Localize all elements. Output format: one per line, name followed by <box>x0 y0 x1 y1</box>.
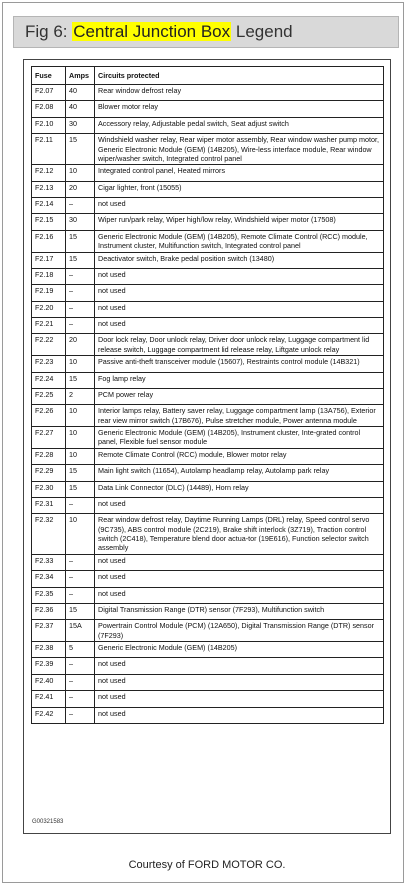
circuits-cell: Wiper run/park relay, Wiper high/low relay, Windshield wiper motor (17508) <box>95 214 384 230</box>
amps-cell: 40 <box>66 85 95 101</box>
circuits-cell: Digital Transmission Range (DTR) sensor (7F293), Multifunction switch <box>95 603 384 619</box>
fuse-cell: F2.15 <box>32 214 66 230</box>
circuits-cell: Generic Electronic Module (GEM) (14B205), Remote Climate Control (RCC) module, Instrument cluster, Multifunction switch, Integrated control panel <box>95 230 384 252</box>
amps-cell: 15 <box>66 230 95 252</box>
circuits-cell: not used <box>95 301 384 317</box>
amps-cell: 20 <box>66 181 95 197</box>
table-row <box>32 230 384 252</box>
table-row <box>32 181 384 197</box>
amps-cell: 15 <box>66 372 95 388</box>
amps-cell: 15 <box>66 134 95 165</box>
circuits-cell: Rear window defrost relay <box>95 85 384 101</box>
circuits-cell: not used <box>95 674 384 690</box>
table-row <box>32 372 384 388</box>
circuits-cell: not used <box>95 198 384 214</box>
table-row <box>32 85 384 101</box>
table-row <box>32 405 384 427</box>
table-row <box>32 658 384 674</box>
circuits-cell: Data Link Connector (DLC) (14489), Horn relay <box>95 481 384 497</box>
fuse-cell: F2.22 <box>32 334 66 356</box>
table-row <box>32 691 384 707</box>
circuits-cell: not used <box>95 318 384 334</box>
circuits-cell: not used <box>95 497 384 513</box>
fuse-cell: F2.17 <box>32 252 66 268</box>
amps-cell: 15 <box>66 252 95 268</box>
document-id: G00321583 <box>32 819 64 825</box>
amps-cell: 5 <box>66 642 95 658</box>
fuse-cell: F2.07 <box>32 85 66 101</box>
circuits-cell: not used <box>95 587 384 603</box>
circuits-cell: not used <box>95 658 384 674</box>
table-row <box>32 285 384 301</box>
amps-cell: 20 <box>66 334 95 356</box>
amps-cell: 15 <box>66 603 95 619</box>
fuse-cell: F2.11 <box>32 134 66 165</box>
circuits-cell: not used <box>95 554 384 570</box>
table-row <box>32 165 384 181</box>
amps-cell: 10 <box>66 448 95 464</box>
amps-cell: 15 <box>66 481 95 497</box>
amps-cell: – <box>66 674 95 690</box>
table-row <box>32 252 384 268</box>
table-row <box>32 707 384 723</box>
title-prefix: Fig 6: <box>25 22 68 41</box>
fuse-cell: F2.33 <box>32 554 66 570</box>
table-row <box>32 214 384 230</box>
amps-cell: – <box>66 318 95 334</box>
amps-cell: – <box>66 658 95 674</box>
fuse-cell: F2.32 <box>32 514 66 554</box>
table-row <box>32 620 384 642</box>
fuse-cell: F2.29 <box>32 465 66 481</box>
figure-frame <box>2 2 404 883</box>
table-row <box>32 388 384 404</box>
table-row <box>32 356 384 372</box>
amps-cell: 10 <box>66 405 95 427</box>
header-fuse: Fuse <box>32 67 66 85</box>
table-body <box>32 85 384 724</box>
circuits-cell: Passive anti-theft transceiver module (15607), Restraints control module (14B321) <box>95 356 384 372</box>
amps-cell: – <box>66 554 95 570</box>
amps-cell: 2 <box>66 388 95 404</box>
circuits-cell: Deactivator switch, Brake pedal position switch (13480) <box>95 252 384 268</box>
fuse-cell: F2.08 <box>32 101 66 117</box>
fuse-cell: F2.24 <box>32 372 66 388</box>
amps-cell: – <box>66 301 95 317</box>
table-row <box>32 334 384 356</box>
fuse-cell: F2.30 <box>32 481 66 497</box>
fuse-cell: F2.41 <box>32 691 66 707</box>
circuits-cell: Accessory relay, Adjustable pedal switch, Seat adjust switch <box>95 117 384 133</box>
circuits-cell: Blower motor relay <box>95 101 384 117</box>
amps-cell: 30 <box>66 214 95 230</box>
figure-title <box>13 16 399 48</box>
table-row <box>32 481 384 497</box>
circuits-cell: Interior lamps relay, Battery saver relay, Luggage compartment lamp (13A756), Exterior rear view mirror switch (17B676), Pulse stretcher module, Power antenna module <box>95 405 384 427</box>
circuits-cell: Remote Climate Control (RCC) module, Blower motor relay <box>95 448 384 464</box>
amps-cell: – <box>66 198 95 214</box>
table-row <box>32 134 384 165</box>
fuse-cell: F2.19 <box>32 285 66 301</box>
fuse-cell: F2.10 <box>32 117 66 133</box>
circuits-cell: Fog lamp relay <box>95 372 384 388</box>
title-highlight: Central Junction Box <box>73 22 231 41</box>
header-amps: Amps <box>66 67 95 85</box>
amps-cell: 15A <box>66 620 95 642</box>
table-row <box>32 587 384 603</box>
fuse-cell: F2.34 <box>32 571 66 587</box>
fuse-cell: F2.16 <box>32 230 66 252</box>
fuse-cell: F2.12 <box>32 165 66 181</box>
circuits-cell: Powertrain Control Module (PCM) (12A650), Digital Transmission Range (DTR) sensor (7F293) <box>95 620 384 642</box>
circuits-cell: not used <box>95 707 384 723</box>
table-row <box>32 465 384 481</box>
amps-cell: 10 <box>66 165 95 181</box>
amps-cell: – <box>66 691 95 707</box>
fuse-cell: F2.20 <box>32 301 66 317</box>
fuse-cell: F2.13 <box>32 181 66 197</box>
fuse-cell: F2.37 <box>32 620 66 642</box>
circuits-cell: not used <box>95 285 384 301</box>
fuse-cell: F2.25 <box>32 388 66 404</box>
fuse-cell: F2.14 <box>32 198 66 214</box>
amps-cell: – <box>66 285 95 301</box>
table-row <box>32 642 384 658</box>
amps-cell: – <box>66 268 95 284</box>
header-circuits: Circuits protected <box>95 67 384 85</box>
table-row <box>32 603 384 619</box>
table-row <box>32 427 384 449</box>
table-row <box>32 514 384 554</box>
fuse-cell: F2.28 <box>32 448 66 464</box>
table-row <box>32 301 384 317</box>
fuse-cell: F2.42 <box>32 707 66 723</box>
table-row <box>32 674 384 690</box>
title-suffix: Legend <box>235 22 293 41</box>
fuse-cell: F2.35 <box>32 587 66 603</box>
table-row <box>32 268 384 284</box>
amps-cell: – <box>66 707 95 723</box>
amps-cell: – <box>66 497 95 513</box>
circuits-cell: Door lock relay, Door unlock relay, Driver door unlock relay, Luggage compartment lid release switch, Luggage compartment lid release relay, Liftgate unlock relay <box>95 334 384 356</box>
fuse-cell: F2.23 <box>32 356 66 372</box>
amps-cell: – <box>66 571 95 587</box>
fuse-cell: F2.40 <box>32 674 66 690</box>
amps-cell: 10 <box>66 514 95 554</box>
circuits-cell: Generic Electronic Module (GEM) (14B205), Instrument cluster, Inte-grated control panel, Flexible fuel sensor module <box>95 427 384 449</box>
circuits-cell: Windshield washer relay, Rear wiper motor assembly, Rear window washer pump motor, Generic Electronic Module (GEM) (14B205), Wire-less interface module, Rear window wiper/washer switch, Integrated control panel <box>95 134 384 165</box>
circuits-cell: PCM power relay <box>95 388 384 404</box>
fuse-cell: F2.26 <box>32 405 66 427</box>
table-header-row <box>32 67 384 85</box>
amps-cell: 30 <box>66 117 95 133</box>
fuse-cell: F2.18 <box>32 268 66 284</box>
table-row <box>32 497 384 513</box>
fuse-cell: F2.38 <box>32 642 66 658</box>
circuits-cell: Rear window defrost relay, Daytime Running Lamps (DRL) relay, Speed control servo (9C735), ABS control module (2C219), Brake shift interlock (3Z719), Traction control switch (2C418), Temperature blend door actua-tor (19E616), Function selector switch assembly <box>95 514 384 554</box>
amps-cell: 10 <box>66 356 95 372</box>
table-row <box>32 448 384 464</box>
table-row <box>32 318 384 334</box>
circuits-cell: not used <box>95 691 384 707</box>
courtesy-credit: Courtesy of FORD MOTOR CO. <box>128 859 286 871</box>
table-row <box>32 101 384 117</box>
amps-cell: 40 <box>66 101 95 117</box>
legend-document <box>23 59 391 834</box>
fuse-cell: F2.36 <box>32 603 66 619</box>
circuits-cell: Integrated control panel, Heated mirrors <box>95 165 384 181</box>
fuse-legend-table <box>31 66 384 724</box>
table-row <box>32 198 384 214</box>
circuits-cell: not used <box>95 571 384 587</box>
amps-cell: 10 <box>66 427 95 449</box>
fuse-cell: F2.31 <box>32 497 66 513</box>
circuits-cell: Generic Electronic Module (GEM) (14B205) <box>95 642 384 658</box>
fuse-cell: F2.39 <box>32 658 66 674</box>
circuits-cell: not used <box>95 268 384 284</box>
table-row <box>32 117 384 133</box>
table-row <box>32 554 384 570</box>
circuits-cell: Cigar lighter, front (15055) <box>95 181 384 197</box>
fuse-cell: F2.21 <box>32 318 66 334</box>
circuits-cell: Main light switch (11654), Autolamp headlamp relay, Autolamp park relay <box>95 465 384 481</box>
table-row <box>32 571 384 587</box>
amps-cell: 15 <box>66 465 95 481</box>
amps-cell: – <box>66 587 95 603</box>
fuse-cell: F2.27 <box>32 427 66 449</box>
